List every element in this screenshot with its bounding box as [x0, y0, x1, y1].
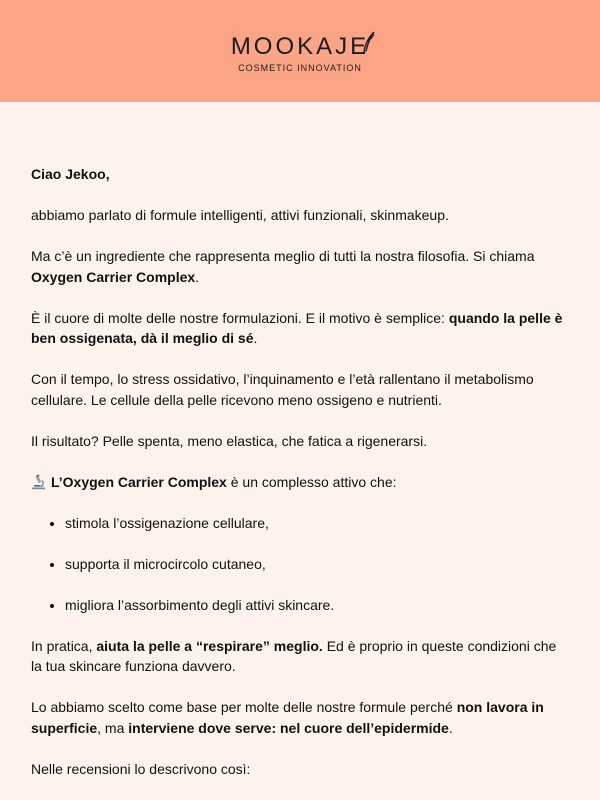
list-item: • stimola l’ossigenazione cellulare, [65, 513, 569, 534]
paragraph-intro: abbiamo parlato di formule intelligenti, attivi funzionali, skinmakeup. [31, 207, 449, 223]
microscope-icon [31, 474, 47, 490]
email-header [0, 0, 600, 102]
list-item: • migliora l’assorbimento degli attivi skincare. [65, 595, 569, 616]
benefits-list [31, 513, 569, 616]
list-item: • supporta il microcircolo cutaneo, [65, 554, 569, 575]
paragraph-ingredient: Ma c’è un ingrediente che rappresenta meglio di tutti la nostra filosofia. Si chiama Oxygen Carrier Complex. [31, 248, 535, 285]
leaf-icon [361, 31, 375, 53]
paragraph-reviews: Nelle recensioni lo descrivono così: [31, 760, 251, 777]
brand-logo[interactable] [231, 34, 369, 73]
paragraph-chosen: Lo abbiamo scelto come base per molte delle nostre formule perché non lavora in superficie, ma interviene dove serve: nel cuore dell’epidermide. [31, 699, 544, 736]
paragraph-time: Con il tempo, lo stress ossidativo, l’inquinamento e l’età rallentano il metabolismo cellulare. Le cellule della pelle ricevono meno ossigeno e nutrienti. [31, 371, 534, 408]
paragraph-heart: È il cuore di molte delle nostre formulazioni. E il motivo è semplice: quando la pelle è ben ossigenata, dà il meglio di sé. [31, 309, 563, 346]
paragraph-practice: In pratica, aiuta la pelle a “respirare” meglio. Ed è proprio in queste condizioni che la tua skincare funziona davvero. [31, 637, 557, 674]
brand-tagline: COSMETIC INNOVATION [238, 62, 362, 73]
paragraph-complex: L’Oxygen Carrier Complex è un complesso attivo che: [31, 472, 569, 493]
paragraph-result: Il risultato? Pelle spenta, meno elastica, che fatica a rigenerarsi. [31, 432, 428, 449]
brand-name: MOOKAJE [230, 32, 370, 60]
greeting: Ciao Jekoo, [31, 166, 110, 182]
email-body [0, 102, 600, 779]
